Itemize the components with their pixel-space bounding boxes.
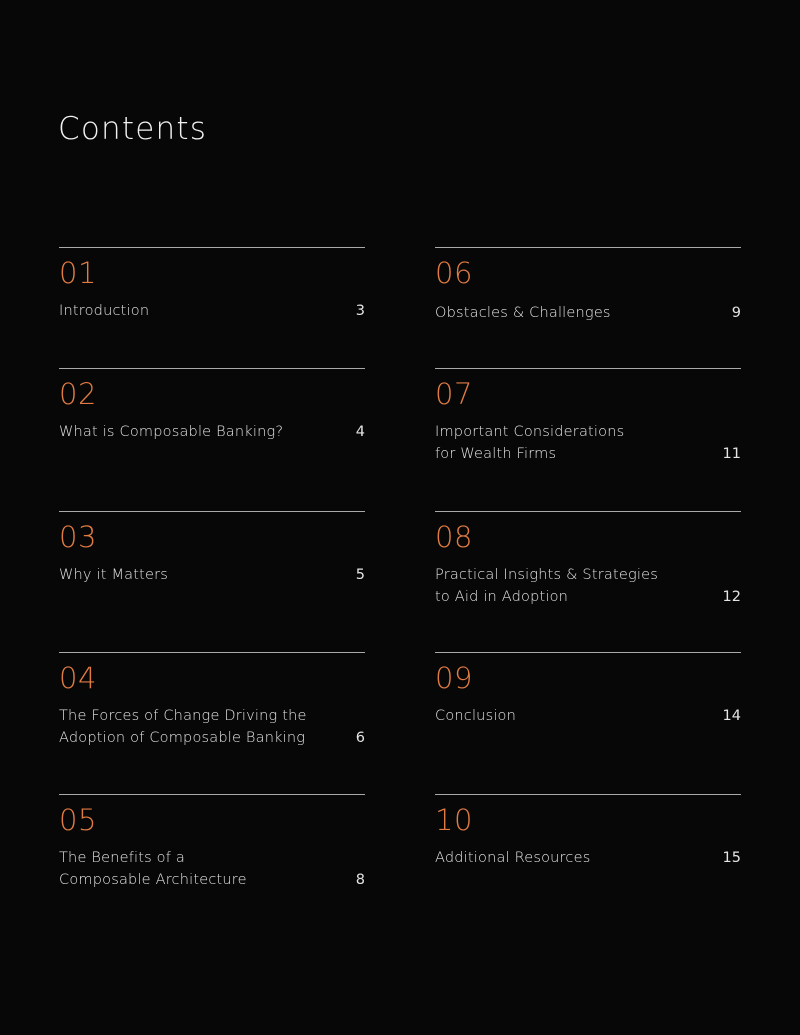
section-title: Introduction	[59, 303, 150, 319]
page-number: 11	[722, 446, 741, 462]
toc-entry-05[interactable]	[59, 794, 365, 888]
section-title: What is Composable Banking?	[59, 424, 284, 440]
toc-entry-09[interactable]	[435, 652, 741, 724]
page-number: 6	[355, 730, 365, 746]
toc-entry-08[interactable]	[435, 511, 741, 605]
page-number: 14	[722, 708, 741, 724]
section-number: 09	[435, 661, 473, 695]
toc-entry-06[interactable]	[435, 247, 741, 321]
section-number: 10	[435, 803, 473, 837]
page-number: 15	[722, 850, 741, 866]
section-number: 08	[435, 520, 473, 554]
page-number: 8	[355, 872, 365, 888]
toc-entry-04[interactable]	[59, 652, 365, 746]
section-number: 05	[59, 803, 97, 837]
page-title: Contents	[58, 111, 208, 147]
page-number: 5	[355, 567, 365, 583]
section-number: 02	[59, 377, 97, 411]
section-title: The Benefits of a Composable Architecture	[59, 850, 247, 888]
section-number: 07	[435, 377, 473, 411]
page-number: 9	[731, 305, 741, 321]
section-title: Obstacles & Challenges	[435, 305, 611, 321]
toc-entry-03[interactable]	[59, 511, 365, 583]
toc-entry-01[interactable]	[59, 247, 365, 319]
section-number: 01	[59, 256, 97, 290]
section-title: The Forces of Change Driving the Adoption of Composable Banking	[59, 708, 307, 746]
section-number: 04	[59, 661, 97, 695]
section-title: Important Considerations for Wealth Firms	[435, 424, 625, 462]
section-number: 03	[59, 520, 97, 554]
page-number: 4	[355, 424, 365, 440]
section-number: 06	[435, 256, 473, 290]
toc-entry-07[interactable]	[435, 368, 741, 462]
page-number: 3	[355, 303, 365, 319]
toc-entry-10[interactable]	[435, 794, 741, 866]
section-title: Why it Matters	[59, 567, 169, 583]
page-number: 12	[722, 589, 741, 605]
section-title: Additional Resources	[435, 850, 591, 866]
toc-entry-02[interactable]	[59, 368, 365, 440]
section-title: Practical Insights & Strategies to Aid in Adoption	[435, 567, 658, 605]
section-title: Conclusion	[435, 708, 517, 724]
